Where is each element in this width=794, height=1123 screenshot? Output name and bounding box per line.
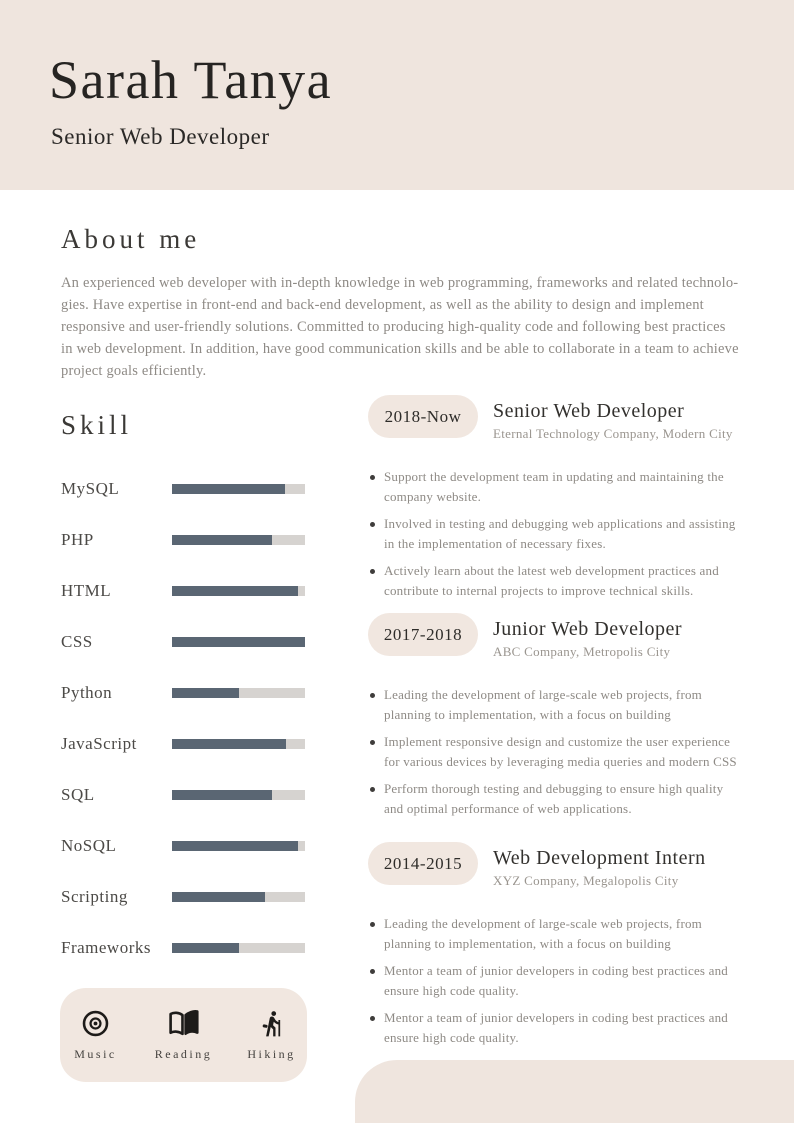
hobbies-box <box>60 988 307 1082</box>
reading-book-icon <box>167 1008 201 1039</box>
bullet-text: Leading the development of large-scale web projects, from planning to implementation, with a focus on building <box>384 687 702 722</box>
about-heading: About me <box>61 224 201 254</box>
experience-entry <box>368 613 760 826</box>
bullet-text: Involved in testing and debugging web applications and assisting in the implementation of necessary fixes. <box>384 516 736 551</box>
skill-label: SQL <box>61 784 95 804</box>
bullet-item <box>368 561 746 601</box>
skills-heading: Skill <box>61 410 133 440</box>
skill-bar-fill <box>172 790 272 800</box>
bullet-list <box>368 685 760 819</box>
skill-label: PHP <box>61 529 94 549</box>
skill-row <box>61 616 305 667</box>
company-line: XYZ Company, Megalopolis City <box>493 873 679 888</box>
experience-titles <box>493 613 682 660</box>
bullet-list <box>368 914 760 1048</box>
bullet-dot <box>370 693 375 698</box>
experience-column <box>368 0 760 1123</box>
experience-header <box>368 395 760 442</box>
hobby-item-hiking <box>240 1008 304 1062</box>
hobby-item-reading <box>152 1008 216 1062</box>
bullet-text: Actively learn about the latest web development practices and contribute to internal projects to improve technical skills. <box>384 563 719 598</box>
skills-section <box>61 410 305 973</box>
person-name: Sarah Tanya <box>49 50 333 110</box>
skill-bar-track <box>172 790 305 800</box>
skill-row <box>61 871 305 922</box>
bullet-item <box>368 685 746 725</box>
skill-bar-track <box>172 739 305 749</box>
skill-bar-track <box>172 688 305 698</box>
skill-bar-fill <box>172 892 265 902</box>
company-line: ABC Company, Metropolis City <box>493 644 671 659</box>
job-title: Junior Web Developer <box>493 618 683 640</box>
skills-list <box>61 463 305 973</box>
hiking-person-icon <box>258 1008 286 1039</box>
skill-bar-fill <box>172 637 305 647</box>
skill-bar-fill <box>172 535 272 545</box>
skill-label: MySQL <box>61 478 120 498</box>
skill-label: CSS <box>61 631 93 651</box>
skill-row <box>61 667 305 718</box>
skill-row <box>61 820 305 871</box>
hobby-label: Reading <box>154 1047 213 1061</box>
skill-bar-track <box>172 943 305 953</box>
date-badge: 2017-2018 <box>368 613 478 656</box>
skill-bar-fill <box>172 484 285 494</box>
skill-label: HTML <box>61 580 112 600</box>
bullet-dot <box>370 787 375 792</box>
bullet-text: Implement responsive design and customize the user experience for various devices by leveraging media queries and modern CSS <box>384 734 737 769</box>
hobby-label: Music <box>74 1047 117 1061</box>
skill-bar-fill <box>172 739 286 749</box>
skill-label: NoSQL <box>61 835 117 855</box>
experience-titles <box>493 842 706 889</box>
music-record-icon <box>82 1008 109 1039</box>
date-badge: 2018-Now <box>368 395 478 438</box>
experience-header <box>368 842 760 889</box>
skill-bar-track <box>172 586 305 596</box>
bullet-dot <box>370 569 375 574</box>
skill-bar-fill <box>172 688 239 698</box>
company-line: Eternal Technology Company, Modern City <box>493 426 733 441</box>
skill-bar-fill <box>172 586 298 596</box>
bullet-dot <box>370 740 375 745</box>
skill-row <box>61 922 305 973</box>
experience-titles <box>493 395 733 442</box>
bullet-dot <box>370 922 375 927</box>
skill-bar-track <box>172 484 305 494</box>
skill-bar-fill <box>172 841 298 851</box>
bullet-text: Leading the development of large-scale web projects, from planning to implementation, with a focus on building <box>384 916 702 951</box>
skill-row <box>61 718 305 769</box>
experience-entry <box>368 842 760 1055</box>
bullet-dot <box>370 1016 375 1021</box>
skill-bar-fill <box>172 943 239 953</box>
date-badge: 2014-2015 <box>368 842 478 885</box>
bullet-dot <box>370 969 375 974</box>
skill-bar-track <box>172 841 305 851</box>
bullet-text: Support the development team in updating and maintaining the company website. <box>384 469 724 504</box>
experience-header <box>368 613 760 660</box>
hobby-label: Hiking <box>247 1047 296 1061</box>
about-text: An experienced web developer with in-depth knowledge in web programming, frameworks and related technolo- gies. Have expertise in front-end and back-end development, as well as the ability to design and implement responsive and user-friendly solutions. Committed to producing high-quality code and following best practices in web development. In addition, have good communication skills and be able to collaborate in a team to achieve project goals efficiently. <box>61 275 739 379</box>
job-title: Senior Web Developer <box>493 400 685 422</box>
bullet-item <box>368 732 746 772</box>
experience-entry <box>368 395 760 608</box>
bullet-text: Mentor a team of junior developers in coding best practices and ensure high code quality. <box>384 963 728 998</box>
bullet-text: Perform thorough testing and debugging to ensure high quality and optimal performance of web applications. <box>384 781 724 816</box>
bullet-dot <box>370 522 375 527</box>
bullet-item <box>368 1008 746 1048</box>
skill-row <box>61 565 305 616</box>
skill-row <box>61 463 305 514</box>
bullet-item <box>368 514 746 554</box>
bullet-item <box>368 914 746 954</box>
corner-decoration <box>355 1060 794 1123</box>
job-subtitle: Senior Web Developer <box>51 124 270 149</box>
skill-bar-track <box>172 535 305 545</box>
bullet-item <box>368 961 746 1001</box>
job-title: Web Development Intern <box>493 847 706 869</box>
hobby-item-music <box>64 1008 128 1062</box>
skill-row <box>61 514 305 565</box>
bullet-list <box>368 467 760 601</box>
skill-bar-track <box>172 637 305 647</box>
bullet-text: Mentor a team of junior developers in coding best practices and ensure high code quality. <box>384 1010 728 1045</box>
bullet-dot <box>370 475 375 480</box>
skill-bar-track <box>172 892 305 902</box>
skill-label: Scripting <box>61 886 128 906</box>
skill-label: JavaScript <box>61 733 137 753</box>
skill-row <box>61 769 305 820</box>
skill-label: Frameworks <box>61 937 151 957</box>
bullet-item <box>368 779 746 819</box>
skill-label: Python <box>61 682 113 702</box>
bullet-item <box>368 467 746 507</box>
